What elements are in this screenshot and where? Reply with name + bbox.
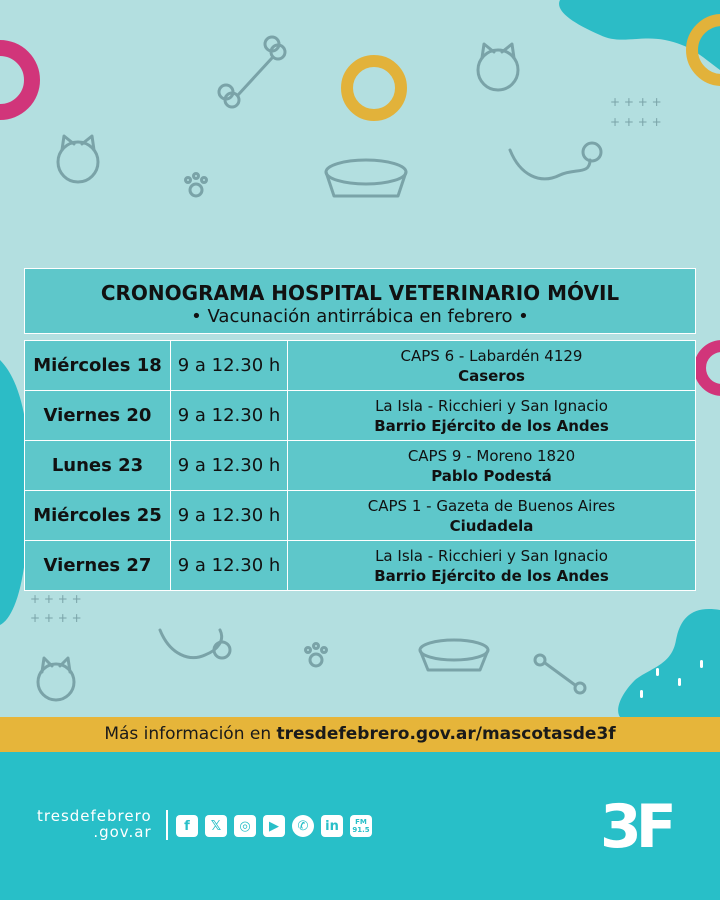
facebook-icon[interactable]: f bbox=[176, 815, 198, 837]
address-text: La Isla - Ricchieri y San Ignacio bbox=[375, 546, 608, 565]
place-cell bbox=[288, 341, 696, 391]
cat-doodle-left bbox=[58, 136, 98, 182]
place-cell bbox=[288, 541, 696, 591]
bone-doodle bbox=[219, 37, 285, 107]
time-cell: 9 a 12.30 h bbox=[171, 391, 288, 441]
info-link[interactable]: tresdefebrero.gov.ar/mascotasde3f bbox=[276, 724, 616, 744]
page-subtitle: • Vacunación antirrábica en febrero • bbox=[191, 306, 529, 327]
address-text: La Isla - Ricchieri y San Ignacio bbox=[375, 396, 608, 415]
address-text: CAPS 9 - Moreno 1820 bbox=[407, 446, 576, 465]
info-bar bbox=[0, 717, 720, 752]
bone-doodle-bottom bbox=[535, 655, 585, 693]
plus-grid-top bbox=[610, 95, 662, 129]
address-text: CAPS 6 - Labardén 4129 bbox=[400, 346, 583, 365]
fm-frequency: 91.5 bbox=[352, 826, 370, 834]
brand-sub: .gov.ar bbox=[93, 823, 152, 841]
schedule-table bbox=[24, 340, 696, 591]
cat-doodle-top-right bbox=[478, 44, 518, 90]
instagram-icon[interactable]: ◎ bbox=[234, 815, 256, 837]
stethoscope-doodle-top bbox=[510, 143, 601, 179]
table-row bbox=[25, 491, 696, 541]
area-text: Ciudadela bbox=[449, 516, 534, 535]
page-title: CRONOGRAMA HOSPITAL VETERINARIO MÓVIL bbox=[100, 281, 620, 305]
table-row bbox=[25, 341, 696, 391]
time-cell: 9 a 12.30 h bbox=[171, 491, 288, 541]
day-cell: Lunes 23 bbox=[25, 441, 171, 491]
pink-ring-right bbox=[700, 346, 720, 390]
fm-label: FM bbox=[355, 818, 367, 826]
logo-3f: 3F bbox=[600, 792, 671, 862]
brand-main: tresdefebrero bbox=[37, 807, 152, 825]
time-cell: 9 a 12.30 h bbox=[171, 341, 288, 391]
day-cell: Viernes 20 bbox=[25, 391, 171, 441]
bowl-doodle-bottom bbox=[420, 640, 488, 670]
table-row bbox=[25, 441, 696, 491]
area-text: Pablo Podestá bbox=[431, 466, 552, 485]
area-text: Barrio Ejército de los Andes bbox=[374, 416, 609, 435]
x-icon[interactable]: 𝕏 bbox=[205, 815, 227, 837]
paw-doodle-top bbox=[186, 174, 207, 197]
cat-doodle-bottom bbox=[38, 658, 74, 700]
schedule-header bbox=[24, 268, 696, 334]
radio-fm-icon[interactable] bbox=[350, 815, 372, 837]
yellow-ring-center bbox=[347, 61, 401, 115]
youtube-icon[interactable]: ▶ bbox=[263, 815, 285, 837]
stethoscope-doodle-bottom bbox=[160, 630, 230, 658]
pink-ring-top-left bbox=[0, 48, 32, 112]
brand-wordmark[interactable] bbox=[37, 808, 152, 840]
plus-grid-bottom bbox=[30, 592, 82, 625]
bowl-doodle bbox=[326, 160, 406, 196]
day-cell: Miércoles 25 bbox=[25, 491, 171, 541]
svg-text:+ + + +: + + + + bbox=[30, 611, 82, 625]
svg-text:+ + + +: + + + + bbox=[30, 592, 82, 606]
area-text: Caseros bbox=[458, 366, 525, 385]
footer-divider bbox=[166, 810, 168, 840]
day-cell: Viernes 27 bbox=[25, 541, 171, 591]
time-cell: 9 a 12.30 h bbox=[171, 441, 288, 491]
time-cell: 9 a 12.30 h bbox=[171, 541, 288, 591]
day-cell: Miércoles 18 bbox=[25, 341, 171, 391]
svg-text:+ + + +: + + + + bbox=[610, 115, 662, 129]
area-text: Barrio Ejército de los Andes bbox=[374, 566, 609, 585]
address-text: CAPS 1 - Gazeta de Buenos Aires bbox=[367, 496, 616, 515]
place-cell bbox=[288, 441, 696, 491]
svg-text:+ + + +: + + + + bbox=[610, 95, 662, 109]
teal-blob-bottom-right bbox=[618, 609, 720, 717]
table-row bbox=[25, 541, 696, 591]
place-cell bbox=[288, 391, 696, 441]
whatsapp-icon[interactable]: ✆ bbox=[292, 815, 314, 837]
linkedin-icon[interactable]: in bbox=[321, 815, 343, 837]
social-icons bbox=[176, 815, 372, 837]
table-row bbox=[25, 391, 696, 441]
footer bbox=[0, 752, 720, 900]
place-cell bbox=[288, 491, 696, 541]
info-prefix: Más información en bbox=[104, 724, 272, 744]
paw-doodle-bottom bbox=[306, 644, 327, 667]
